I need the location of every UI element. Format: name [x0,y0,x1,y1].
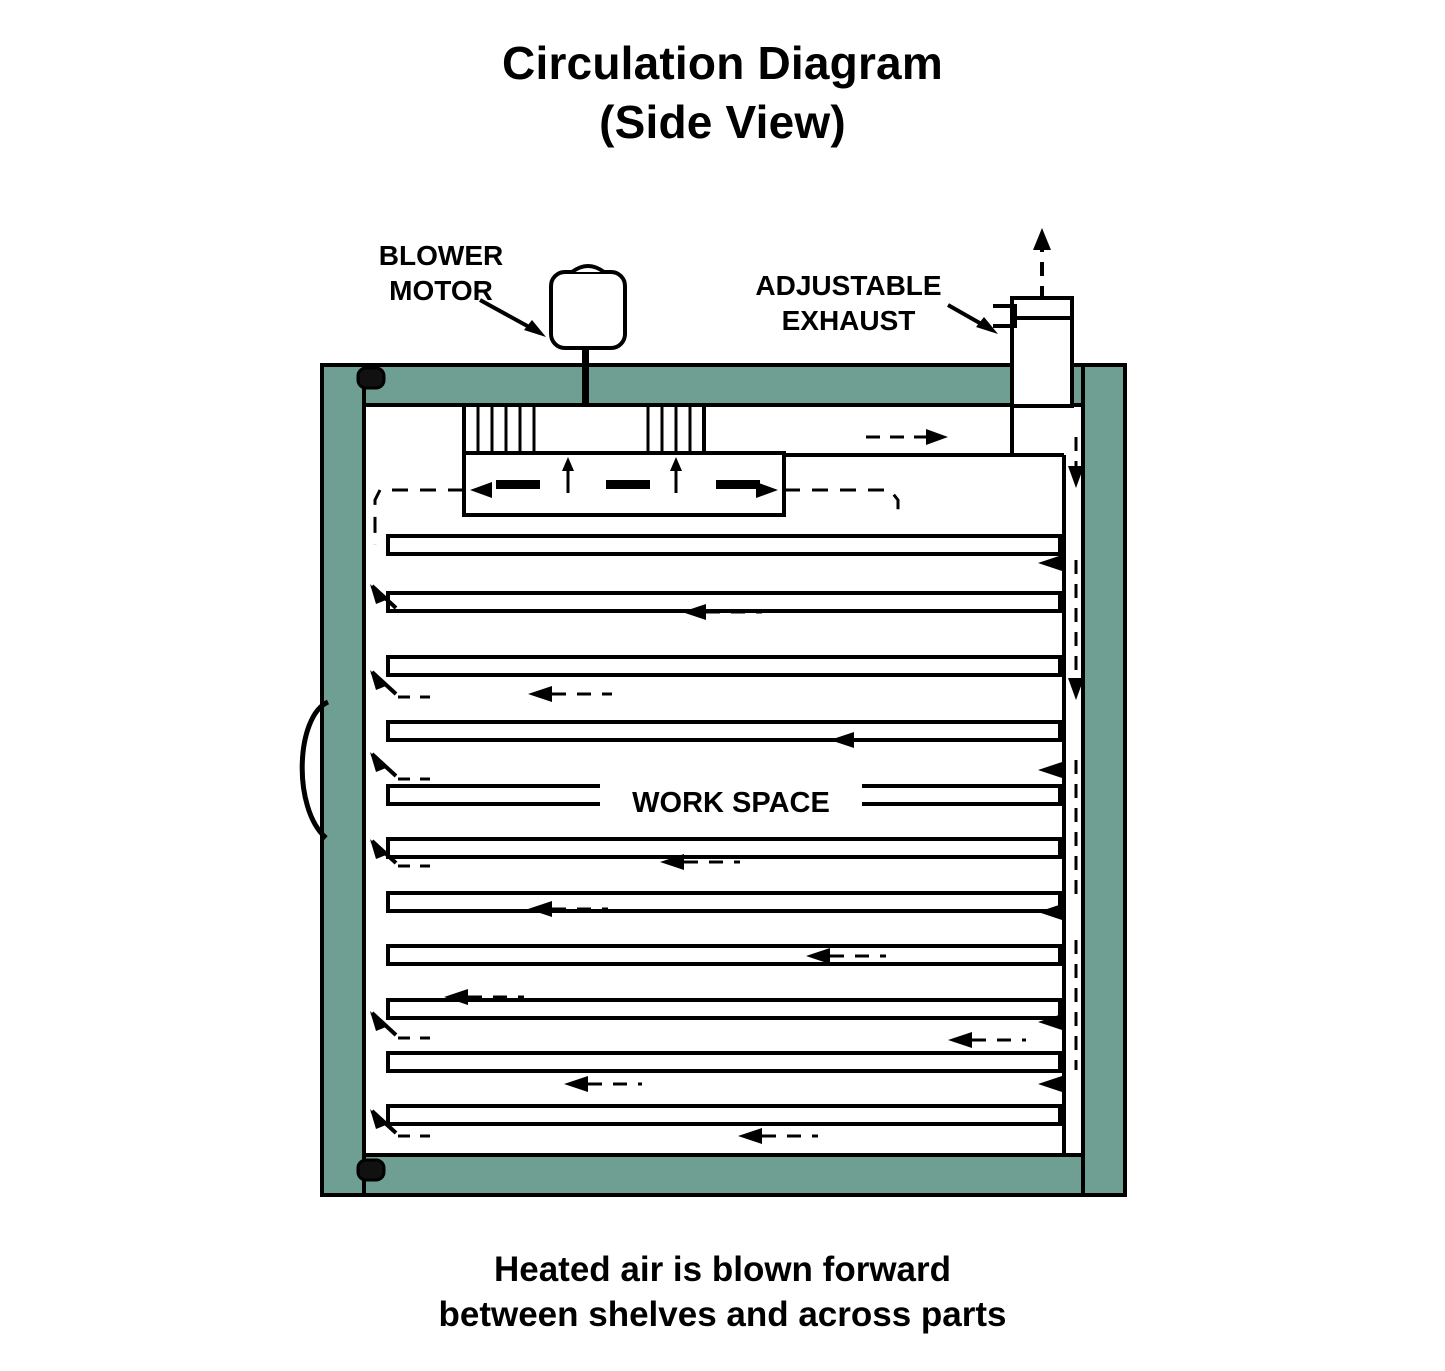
label-adjustable-exhaust [726,268,971,338]
label-blower-motor-line2: MOTOR [389,275,493,306]
caption-line-1: Heated air is blown forward [493,1250,952,1289]
adjustable-exhaust [993,228,1072,455]
blower-fan [464,405,704,453]
shelf [388,946,1060,964]
label-adjustable-exhaust-line1: ADJUSTABLE [755,270,942,301]
title-line-2: (Side View) [599,95,846,148]
heater-element [716,480,760,489]
label-adjustable-exhaust-line2: EXHAUST [781,305,916,336]
caption-line-2: between shelves and across parts [438,1294,1007,1334]
title-line-1: Circulation Diagram [502,37,943,89]
shelf [388,657,1060,675]
shelf [388,536,1060,554]
heater-plenum [464,453,784,515]
heater-element [606,480,650,489]
label-work-space: WORK SPACE [600,783,862,823]
shelf [388,893,1060,911]
shelf [388,839,1060,857]
shelf [388,722,1060,740]
shelf [388,1106,1060,1124]
label-blower-motor-line1: BLOWER [378,240,504,271]
shelf [388,1000,1060,1018]
shelf [388,593,1060,611]
airflow-top-duct [866,429,948,445]
heater-element [496,480,540,489]
shelves [388,536,1060,1124]
shelf [388,1053,1060,1071]
diagram-caption [0,1248,1445,1338]
label-blower-motor [356,238,526,308]
